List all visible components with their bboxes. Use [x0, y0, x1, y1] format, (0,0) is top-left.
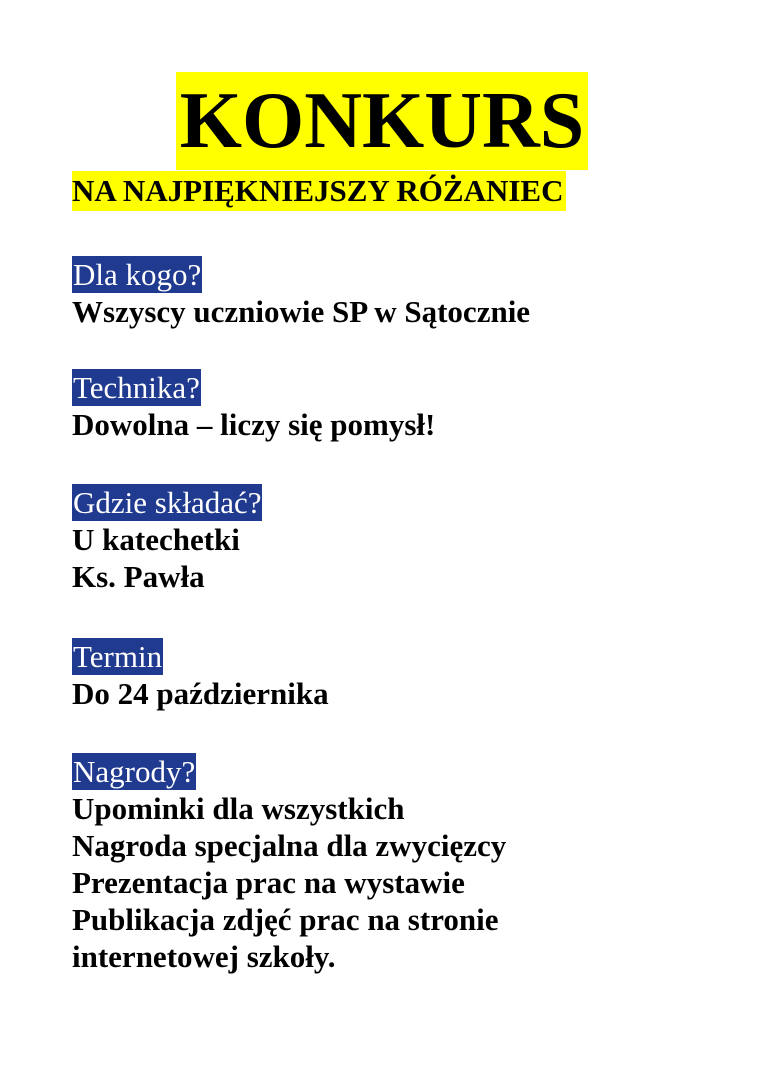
section-gdzie-skladac — [72, 484, 262, 595]
section-line: Publikacja zdjęć prac na stronie — [72, 902, 499, 937]
section-label: Termin — [73, 639, 163, 674]
section-line: Dowolna – liczy się pomysł! — [72, 407, 436, 442]
section-label: Nagrody? — [73, 754, 196, 789]
section-label: Technika? — [73, 370, 200, 405]
poster-title: KONKURS — [176, 72, 589, 170]
section-technika — [72, 369, 435, 443]
section-line: Ks. Pawła — [72, 559, 205, 594]
section-label: Gdzie składać? — [73, 485, 262, 520]
poster-subtitle: NA NAJPIĘKNIEJSZY RÓŻANIEC — [72, 171, 566, 211]
section-label: Dla kogo? — [73, 257, 202, 292]
section-line: U katechetki — [72, 522, 240, 557]
section-dla-kogo — [72, 256, 530, 330]
section-line: Wszyscy uczniowie SP w Sątocznie — [72, 294, 531, 329]
section-line: internetowej szkoły. — [72, 939, 336, 974]
section-nagrody — [72, 753, 506, 975]
section-line: Prezentacja prac na wystawie — [72, 865, 465, 900]
section-line: Nagroda specjalna dla zwycięzcy — [72, 828, 507, 863]
title-container — [0, 72, 764, 170]
section-line: Do 24 października — [72, 676, 329, 711]
section-termin — [72, 638, 329, 712]
section-line: Upominki dla wszystkich — [72, 791, 405, 826]
